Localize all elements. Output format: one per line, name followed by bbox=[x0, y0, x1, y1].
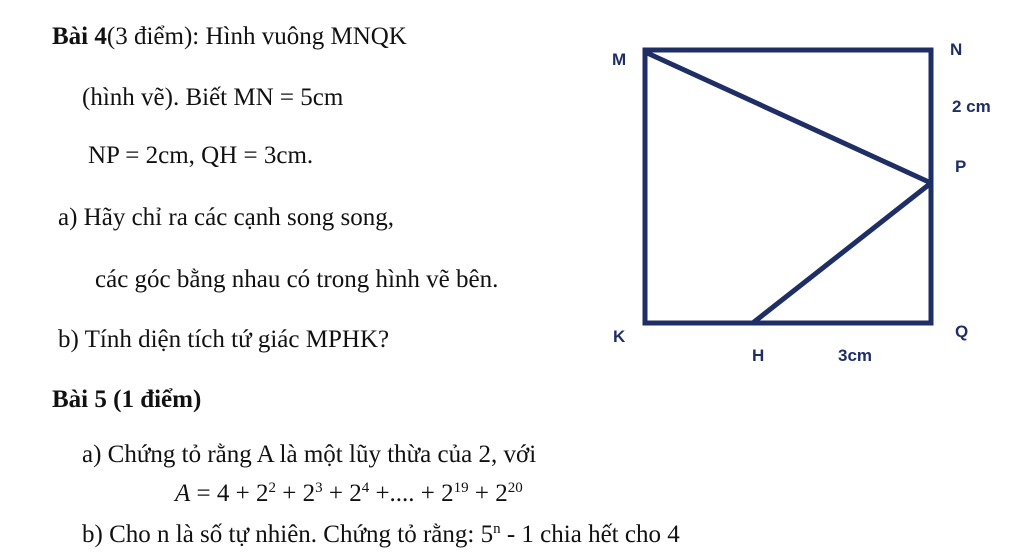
bai4-given-line1: (hình vẽ). Biết MN = 5cm bbox=[82, 84, 344, 111]
formula-part2: + 2 bbox=[275, 480, 316, 507]
label-h: H bbox=[752, 346, 765, 365]
formula-exp4: 19 bbox=[453, 480, 469, 496]
square-mnqk bbox=[645, 50, 931, 323]
bai4-question-a-line1: a) Hãy chỉ ra các cạnh song song, bbox=[58, 204, 394, 231]
segment-mp bbox=[645, 52, 931, 183]
bai5-qb-rest: - 1 chia hết cho 4 bbox=[500, 521, 680, 548]
bai4-title-bold: Bài 4 bbox=[52, 23, 107, 50]
formula-exp1: 2 bbox=[268, 480, 276, 496]
bai5-question-b bbox=[82, 520, 680, 550]
bai5-qb-exp: n bbox=[493, 521, 501, 537]
bai5-question-a: a) Chứng tỏ rằng A là một lũy thừa của 2, với bbox=[82, 441, 537, 468]
label-np-length: 2 cm bbox=[952, 97, 991, 116]
formula-part4: +.... + 2 bbox=[369, 480, 454, 507]
label-k: K bbox=[613, 327, 626, 346]
segment-ph bbox=[754, 183, 931, 322]
label-p: P bbox=[955, 157, 967, 176]
bai4-question-b: b) Tính diện tích tứ giác MPHK? bbox=[58, 326, 390, 353]
formula-exp5: 20 bbox=[507, 480, 523, 496]
formula-part3: + 2 bbox=[322, 480, 362, 507]
label-m: M bbox=[612, 50, 627, 69]
formula-exp2: 3 bbox=[315, 480, 323, 496]
formula-exp3: 4 bbox=[361, 480, 370, 496]
label-q: Q bbox=[955, 322, 969, 341]
bai4-title-rest: (3 điểm): Hình vuông MNQK bbox=[106, 23, 407, 50]
formula-part5: + 2 bbox=[468, 480, 508, 507]
label-n: N bbox=[950, 40, 963, 59]
bai5-qb-text: b) Cho n là số tự nhiên. Chứng tỏ rằng: 5 bbox=[82, 521, 494, 548]
bai4-question-a-line2: các góc bằng nhau có trong hình vẽ bên. bbox=[95, 266, 499, 293]
formula-part1: = 4 + 2 bbox=[190, 480, 269, 507]
bai5-title: Bài 5 (1 điểm) bbox=[52, 386, 202, 413]
formula-lhs: A bbox=[175, 480, 191, 507]
bai4-given-line2: NP = 2cm, QH = 3cm. bbox=[88, 142, 314, 169]
label-qh-length: 3cm bbox=[838, 346, 873, 365]
bai5-formula bbox=[175, 479, 523, 509]
